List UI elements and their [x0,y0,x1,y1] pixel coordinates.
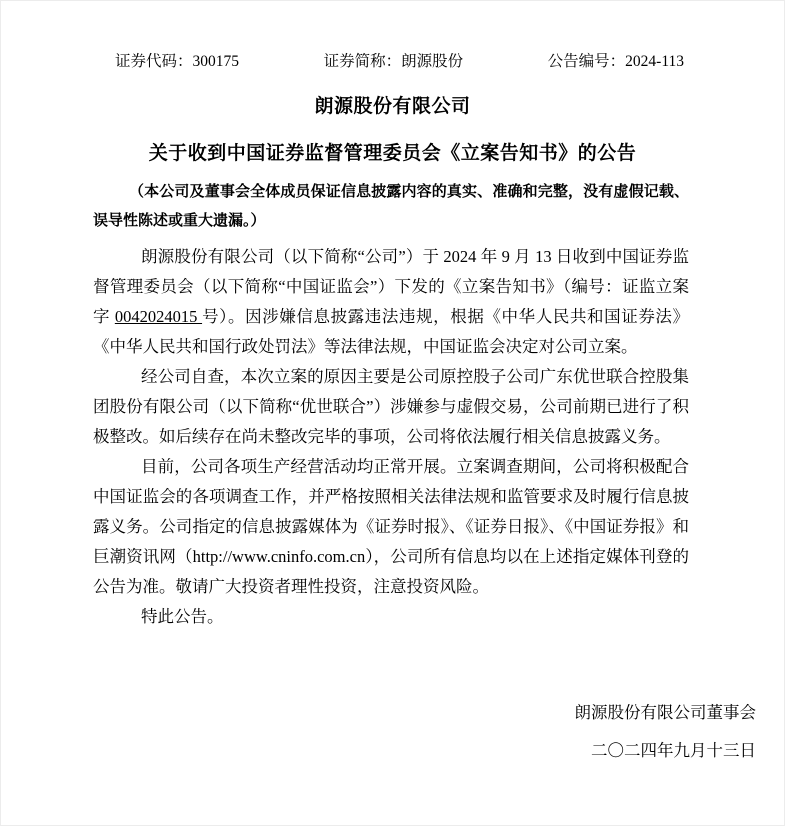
signature-block [1,694,784,770]
stock-abbreviation: 证券简称：朗源股份 [323,53,464,70]
closing-statement: 特此公告。 [141,607,224,626]
board-disclaimer: （本公司及董事会全体成员保证信息披露内容的真实、准确和完整，没有虚假记载、误导性陈述或重大遗漏。） [93,184,689,229]
paragraph-operations-status: 目前，公司各项生产经营活动均正常开展。立案调查期间，公司将积极配合中国证监会的各项调查工作，并严格按照相关法律法规和监管要求及时履行信息披露义务。公司指定的信息披露媒体为《证券时报》、《证券日报》、《中国证券报》和巨潮资讯网（http://www.cninfo.com.cn），公司所有信息均以在上述指定媒体刊登的公告为准。敬请广大投资者理性投资，注意投资风险。 [93,457,689,596]
signature-date: 二〇二四年九月十三日 [591,741,756,760]
paragraph-self-inspection: 经公司自查，本次立案的原因主要是公司原控股子公司广东优世联合控股集团股份有限公司（以下简称“优世联合”）涉嫌参与虚假交易，公司前期已进行了积极整改。如后续存在尚未整改完毕的事项，公司将依法履行相关信息披露义务。 [93,367,689,446]
signature-issuer: 朗源股份有限公司董事会 [574,703,756,722]
document-header-row [115,51,684,73]
paragraph-case-filing [93,242,689,362]
paragraph-1-text-after: 号）。因涉嫌信息披露违法违规，根据《中华人民共和国证券法》《中华人民共和国行政处罚法》等法律法规，中国证监会决定对公司立案。 [93,307,690,356]
announcement-number: 公告编号：2024-113 [547,53,684,70]
paragraph-1-text-before: 朗源股份有限公司（以下简称“公司”）于 2024 年 9 月 13 日收到中国证券监督管理委员会（以下简称“中国证监会”）下发的《立案告知书》（编号：证监立案字 [93,247,689,326]
company-title: 朗源股份有限公司 [314,96,471,117]
case-number-underlined: 0042024015 [114,307,203,326]
document-body [93,178,689,632]
announcement-title: 关于收到中国证券监督管理委员会《立案告知书》的公告 [148,143,637,164]
stock-code: 证券代码：300175 [115,53,240,70]
